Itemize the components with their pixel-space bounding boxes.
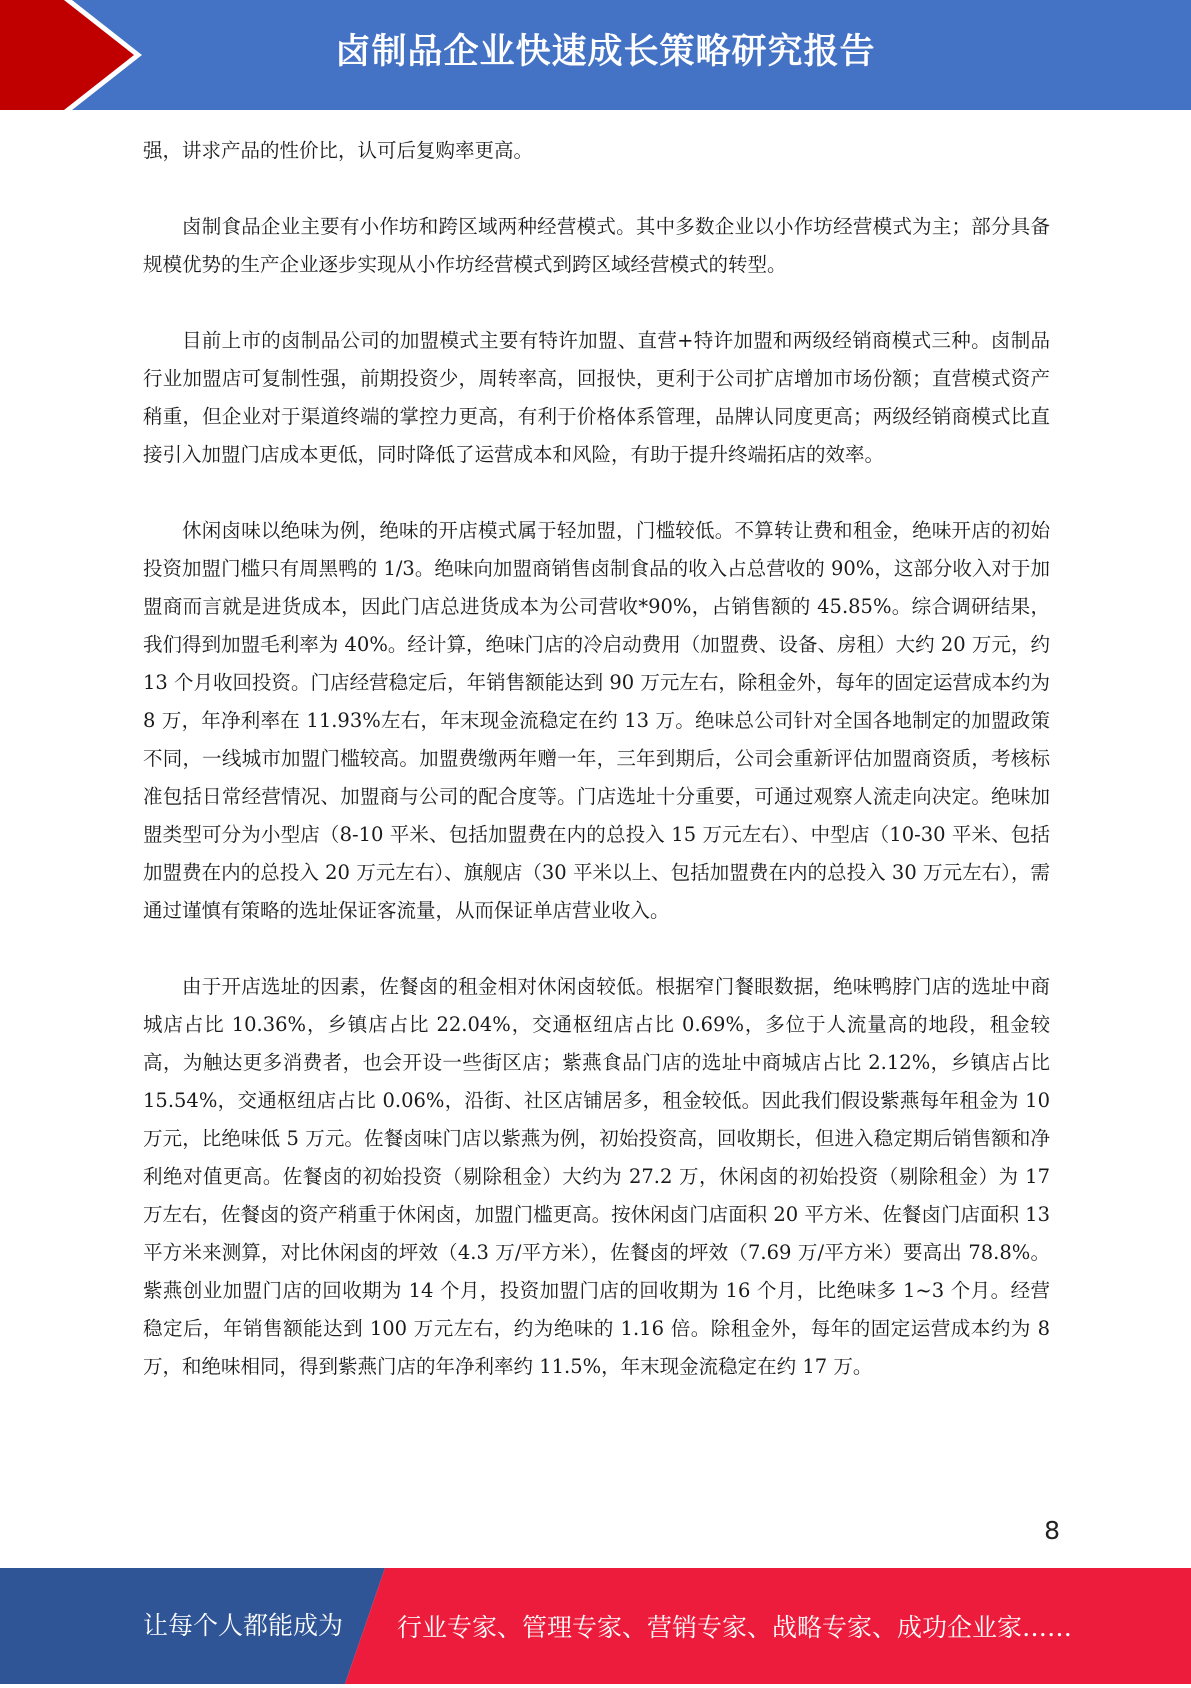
report-title: 卤制品企业快速成长策略研究报告: [335, 32, 876, 72]
page-footer: [0, 1568, 1191, 1684]
paragraph-1: 强，讲求产品的性价比，认可后复购率更高。: [143, 139, 534, 162]
footer-slogan-right: 行业专家、管理专家、营销专家、战略专家、成功企业家……: [397, 1613, 1073, 1642]
footer-slogan-left: 让每个人都能成为: [143, 1611, 344, 1640]
page-header: [0, 0, 1191, 110]
paragraph-2: 卤制食品企业主要有小作坊和跨区域两种经营模式。其中多数企业以小作坊经营模式为主；部分具备规模优势的生产企业逐步实现从小作坊经营模式到跨区域经营模式的转型。: [143, 215, 1050, 276]
document-body: [143, 132, 1050, 1424]
paragraph-4: 休闲卤味以绝味为例，绝味的开店模式属于轻加盟，门槛较低。不算转让费和租金，绝味开店的初始投资加盟门槛只有周黑鸭的 1/3。绝味向加盟商销售卤制食品的收入占总营收的 90%，这部分收入对于加盟商而言就是进货成本，因此门店总进货成本为公司营收*90%，占销售额的 45.85%。综合调研结果，我们得到加盟毛利率为 40%。经计算，绝味门店的冷启动费用（加盟费、设备、房租）大约 20 万元，约 13 个月收回投资。门店经营稳定后，年销售额能达到 90 万元左右，除租金外，每年的固定运营成本约为 8 万，年净利率在 11.93%左右，年末现金流稳定在约 13 万。绝味总公司针对全国各地制定的加盟政策不同，一线城市加盟门槛较高。加盟费缴两年赠一年，三年到期后，公司会重新评估加盟商资质，考核标准包括日常经营情况、加盟商与公司的配合度等。门店选址十分重要，可通过观察人流走向决定。绝味加盟类型可分为小型店（8-10 平米、包括加盟费在内的总投入 15 万元左右）、中型店（10-30 平米、包括加盟费在内的总投入 20 万元左右）、旗舰店（30 平米以上、包括加盟费在内的总投入 30 万元左右），需通过谨慎有策略的选址保证客流量，从而保证单店营业收入。: [143, 519, 1050, 922]
paragraph-3: 目前上市的卤制品公司的加盟模式主要有特许加盟、直营+特许加盟和两级经销商模式三种。卤制品行业加盟店可复制性强，前期投资少，周转率高，回报快，更利于公司扩店增加市场份额；直营模式资产稍重，但企业对于渠道终端的掌控力更高，有利于价格体系管理，品牌认同度更高；两级经销商模式比直接引入加盟门店成本更低，同时降低了运营成本和风险，有助于提升终端拓店的效率。: [143, 329, 1050, 466]
paragraph-5: 由于开店选址的因素，佐餐卤的租金相对休闲卤较低。根据窄门餐眼数据，绝味鸭脖门店的选址中商城店占比 10.36%，乡镇店占比 22.04%，交通枢纽店占比 0.69%，多位于人流量高的地段，租金较高，为触达更多消费者，也会开设一些街区店；紫燕食品门店的选址中商城店占比 2.12%，乡镇店占比 15.54%，交通枢纽店占比 0.06%，沿街、社区店铺居多，租金较低。因此我们假设紫燕每年租金为 10 万元，比绝味低 5 万元。佐餐卤味门店以紫燕为例，初始投资高，回收期长，但进入稳定期后销售额和净利绝对值更高。佐餐卤的初始投资（剔除租金）大约为 27.2 万，休闲卤的初始投资（剔除租金）为 17 万左右，佐餐卤的资产稍重于休闲卤，加盟门槛更高。按休闲卤门店面积 20 平方米、佐餐卤门店面积 13 平方米来测算，对比休闲卤的坪效（4.3 万/平方米），佐餐卤的坪效（7.69 万/平方米）要高出 78.8%。紫燕创业加盟门店的回收期为 14 个月，投资加盟门店的回收期为 16 个月，比绝味多 1~3 个月。经营稳定后，年销售额能达到 100 万元左右，约为绝味的 1.16 倍。除租金外，每年的固定运营成本约为 8 万，和绝味相同，得到紫燕门店的年净利率约 11.5%，年末现金流稳定在约 17 万。: [143, 975, 1050, 1378]
page-number: 8: [1044, 1516, 1060, 1545]
